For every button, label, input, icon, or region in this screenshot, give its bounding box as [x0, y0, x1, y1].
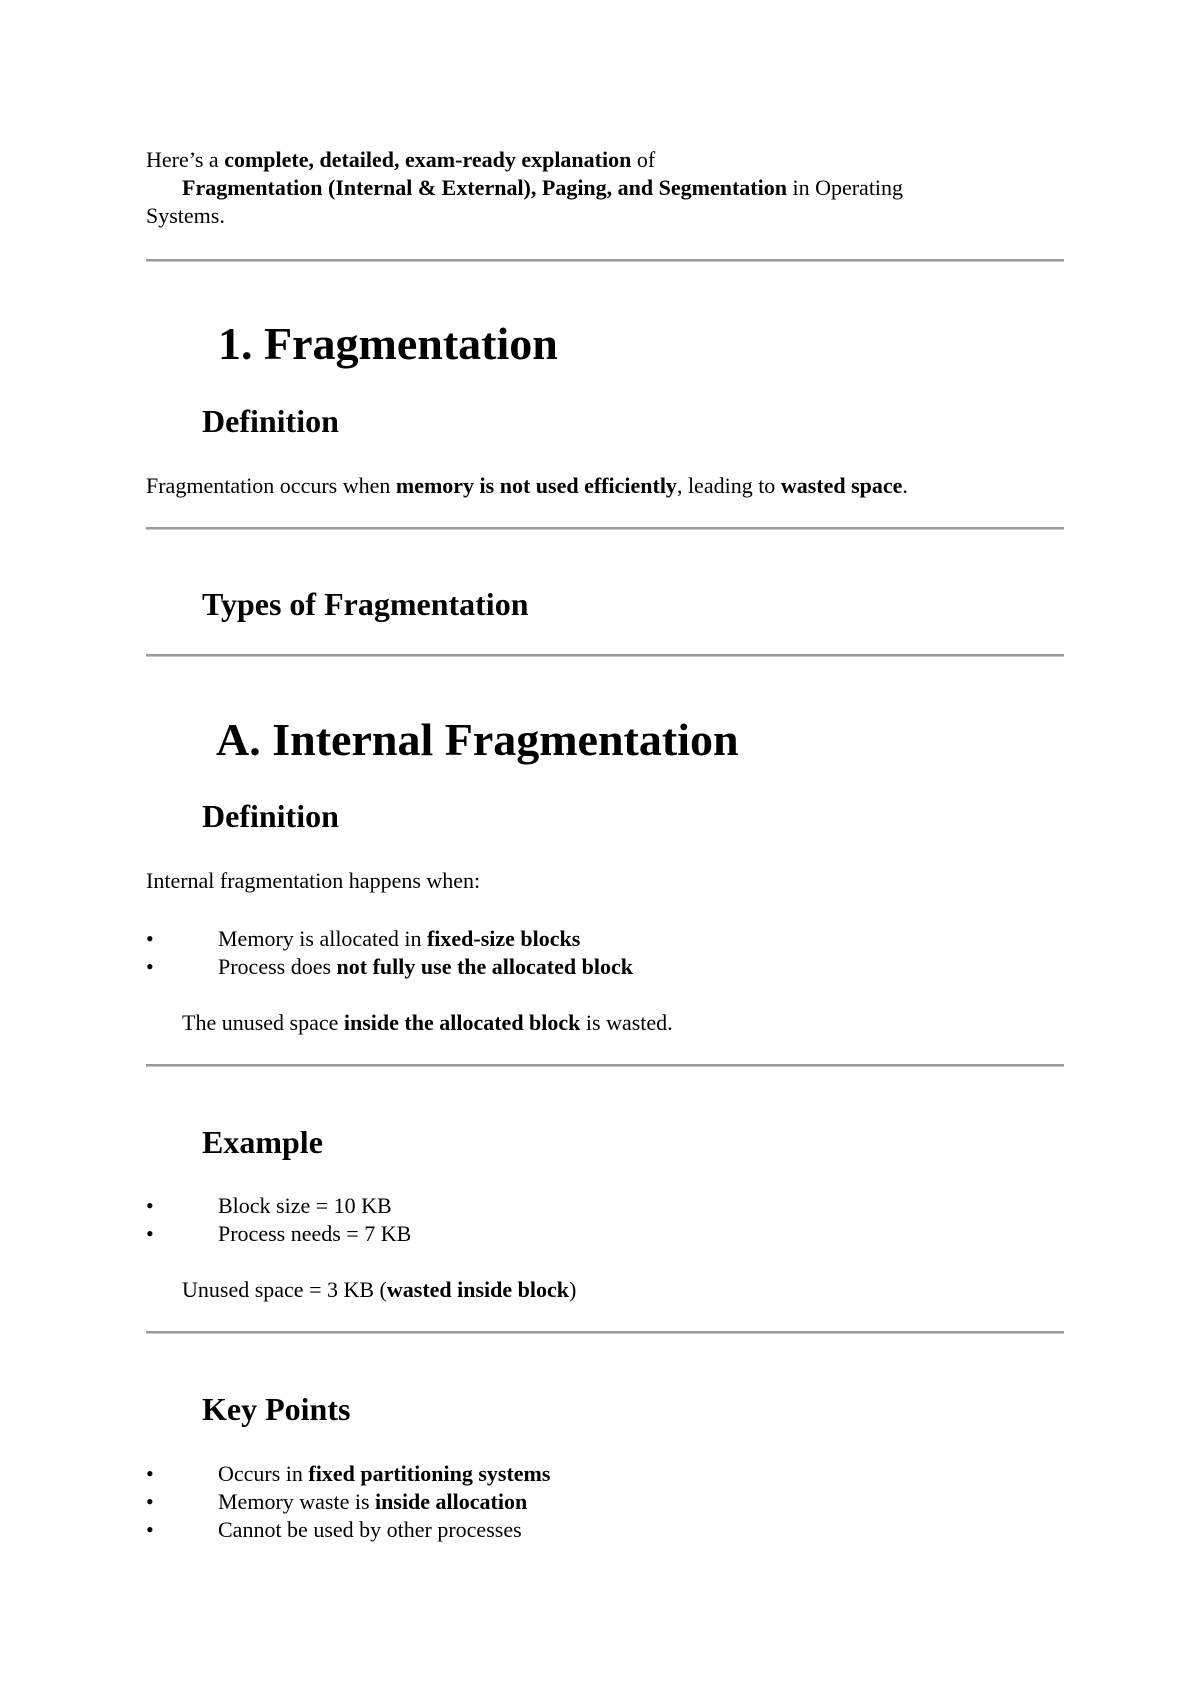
note-text: The unused space	[182, 1010, 344, 1035]
key-points-list	[146, 1460, 551, 1544]
definition-text: .	[902, 473, 908, 498]
list-item	[146, 1460, 551, 1488]
key-points-heading: Key Points	[202, 1391, 351, 1427]
list-text: Memory is allocated in	[218, 926, 427, 951]
list-bold: not fully use the allocated block	[336, 954, 633, 979]
fragmentation-definition	[146, 472, 908, 500]
list-item	[146, 925, 633, 953]
bullet: •	[146, 1221, 154, 1246]
list-text: Process needs = 7 KB	[218, 1221, 412, 1246]
list-item	[146, 1220, 412, 1248]
definition-bold: wasted space	[780, 473, 903, 498]
types-heading: Types of Fragmentation	[202, 586, 529, 622]
example-heading: Example	[202, 1124, 323, 1160]
list-item	[146, 1516, 550, 1544]
divider	[146, 527, 1064, 530]
note-text: is wasted.	[580, 1010, 673, 1035]
list-text: Memory waste is	[218, 1489, 376, 1514]
list-item	[146, 1192, 411, 1220]
bullet: •	[146, 954, 154, 979]
divider	[146, 259, 1064, 262]
definition-bold: memory is not used efficiently	[395, 473, 677, 498]
divider	[146, 1064, 1064, 1067]
definition-text: Fragmentation occurs when	[146, 473, 396, 498]
intro-text: Systems.	[146, 203, 225, 228]
list-text: Cannot be used by other processes	[218, 1517, 522, 1542]
intro-topics: Fragmentation (Internal & External), Paging, and Segmentation	[182, 175, 787, 200]
intro-line-1	[146, 146, 655, 174]
intro-line-2	[182, 174, 903, 202]
intro-text: Here’s a	[146, 147, 225, 172]
bullet: •	[146, 1489, 154, 1514]
example-result	[182, 1276, 576, 1304]
example-list	[146, 1192, 412, 1248]
section-title-internal-fragmentation: A. Internal Fragmentation	[216, 714, 739, 765]
intro-line-3	[146, 202, 225, 230]
internal-definition-intro: Internal fragmentation happens when:	[146, 868, 481, 893]
list-bold: fixed-size blocks	[426, 926, 581, 951]
list-text: Block size = 10 KB	[218, 1193, 392, 1218]
bullet: •	[146, 1193, 154, 1218]
list-text: Occurs in	[218, 1461, 309, 1486]
divider	[146, 1331, 1064, 1334]
internal-definition-list	[146, 925, 633, 981]
result-bold: wasted inside block	[386, 1277, 570, 1302]
bullet: •	[146, 1517, 154, 1542]
section-title-fragmentation: 1. Fragmentation	[218, 318, 558, 369]
list-bold: inside allocation	[375, 1489, 528, 1514]
bullet: •	[146, 1461, 154, 1486]
note-bold: inside the allocated block	[343, 1010, 581, 1035]
internal-note	[182, 1009, 673, 1037]
divider	[146, 654, 1064, 657]
intro-text: in Operating	[786, 175, 904, 200]
result-text: )	[569, 1277, 577, 1302]
list-item	[146, 1488, 550, 1516]
list-item	[146, 953, 633, 981]
result-text: Unused space = 3 KB (	[182, 1277, 387, 1302]
intro-bold: complete, detailed, exam-ready explanation	[224, 147, 632, 172]
definition-text: , leading to	[676, 473, 781, 498]
definition-heading: Definition	[202, 798, 339, 834]
definition-heading: Definition	[202, 403, 339, 439]
intro-text: of	[631, 147, 656, 172]
bullet: •	[146, 926, 154, 951]
list-bold: fixed partitioning systems	[308, 1461, 551, 1486]
list-text: Process does	[218, 954, 337, 979]
